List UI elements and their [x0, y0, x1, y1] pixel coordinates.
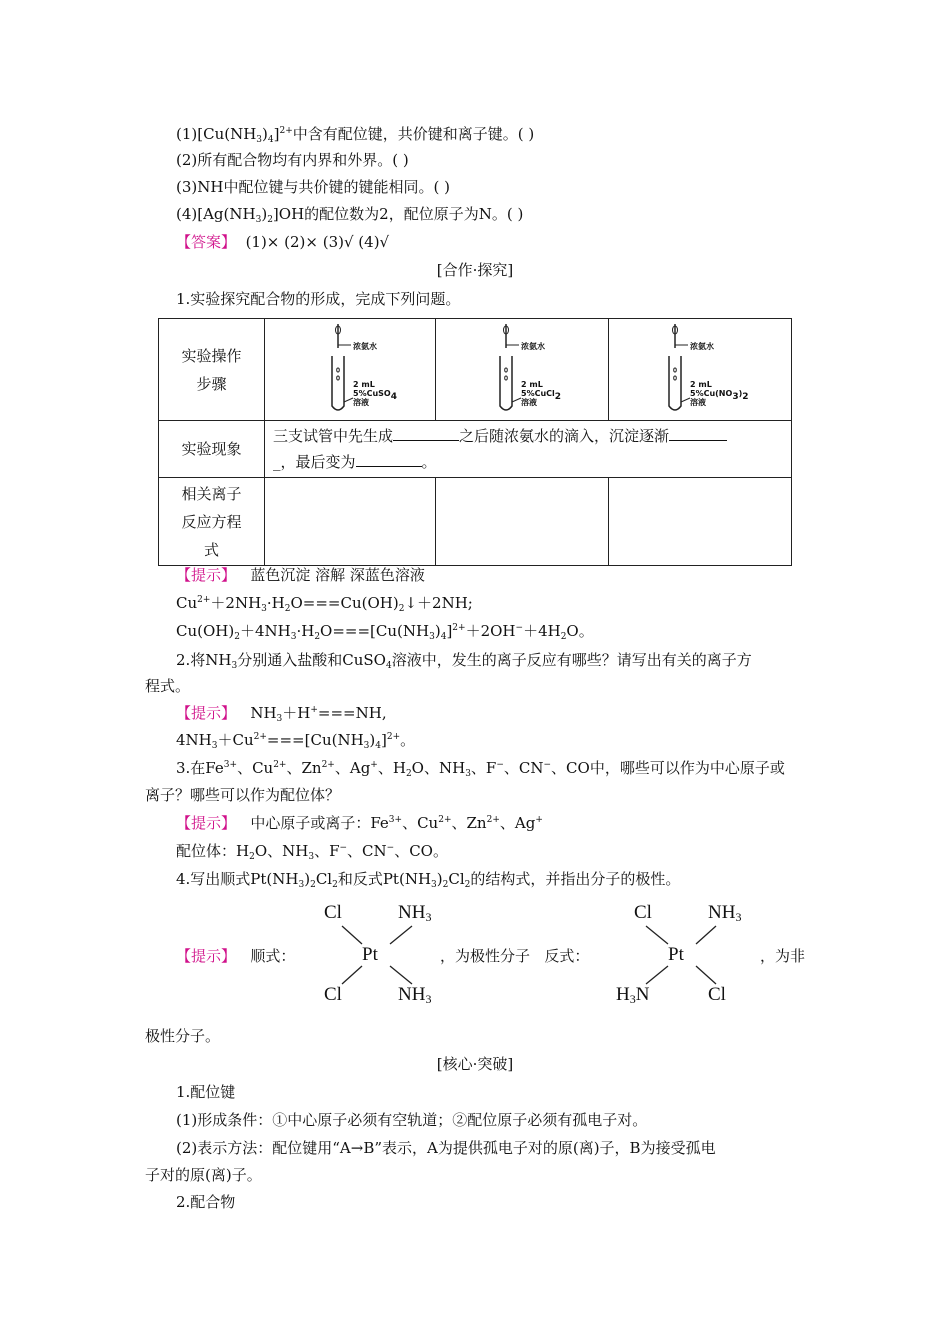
question-2-line-2: 程式。 [145, 677, 191, 695]
answer-line: 【答案】 (1)× (2)× (3)√ (4)√ [176, 233, 390, 251]
cis-structure: Cl $NH_3$ Pt Cl $NH_3$ [320, 900, 440, 1010]
question-2-line-1: 2.将$NH_3$分别通入盐酸和CuSO$_4$溶液中，发生的离子反应有哪些？请写出有关的离子方 [176, 651, 752, 671]
hint-2-line-1: 【提示】 $NH_3+H^+===NH$, [176, 704, 387, 724]
question-3-line-2: 离子？哪些可以作为配位体？ [145, 786, 341, 804]
trans-structure: Cl $NH_3$ Pt $H_3N$ Cl [616, 900, 756, 1010]
equation-2: $Cu(OH)_2+4NH_3\cdot H_2O===[Cu(NH_3)_4]^{2+}+2OH^-+4H_2O$。 [176, 622, 594, 642]
test-tube-cuno3: 浓氨水 2 mL $5\%Cu(NO_3)_2$ 溶液 [609, 320, 791, 420]
core-heading-2: 2.配合物 [176, 1193, 236, 1211]
question-1-title: 1.实验探究配合物的形成，完成下列问题。 [176, 290, 461, 308]
answer-tag: 【答案】 [176, 233, 237, 251]
test-tube-icon [265, 320, 435, 420]
hint-tag: 【提示】 [176, 566, 237, 584]
hint-tag: 【提示】 [176, 814, 237, 832]
core-line-1: (1)形成条件：①中心原子必须有空轨道；②配位原子必须有孤电子对。 [176, 1111, 648, 1129]
phenomenon-cell: 三支试管中先生成 之后随浓氨水的滴入，沉淀逐渐 _，最后变为 。 [265, 421, 792, 478]
question-3-line-1: 3.在$Fe^{3+}$、$Cu^{2+}$、$Zn^{2+}$、Ag+、$H_2O$、$NH_3$、F−、CN−、CO中，哪些可以作为中心原子或 [176, 759, 785, 779]
judge-item-2: (2)所有配合物均有内界和外界。( ) [176, 151, 409, 169]
judge-item-4: $(4)[Ag(NH_3)_2]OH$的配位数为2，配位原子为N。( ) [176, 205, 524, 225]
test-tube-cucl2: 浓氨水 2 mL 5%CuCl$_2$ 溶液 [436, 320, 608, 420]
section-heading-cooperation: [合作·探究] [436, 261, 514, 279]
section-heading-core: [核心·突破] [436, 1055, 514, 1073]
row-header-equation: 相关离子 反应方程 式 [159, 478, 265, 566]
experiment-table [158, 318, 792, 566]
hint-4-tail: 极性分子。 [145, 1027, 221, 1045]
cis-note: ，为极性分子 反式： [440, 947, 590, 965]
trans-note: ，为非 [760, 947, 806, 965]
judge-item-3: (3)NH中配位键与共价键的键能相同。( ) [176, 178, 450, 196]
question-4: 4.写出顺式$Pt(NH_3)_2Cl_2$和反式$Pt(NH_3)_2Cl_2$的结构式，并指出分子的极性。 [176, 870, 681, 890]
core-line-3: 子对的原(离)子。 [145, 1166, 262, 1184]
test-tube-cuso4: 浓氨水 2 mL 5%CuSO$_4$ 溶液 [265, 320, 435, 420]
core-heading-1: 1.配位键 [176, 1083, 236, 1101]
equation-cell-1 [265, 478, 436, 566]
hint-2-line-2: $4NH_3+Cu^{2+}===[Cu(NH_3)_4]^{2+}$。 [176, 731, 416, 751]
equation-cell-3 [609, 478, 792, 566]
hint-tag: 【提示】 [176, 947, 237, 965]
row-header-operation: 实验操作 步骤 [159, 319, 265, 421]
hint-3-line-2: 配位体：$H_2O$、$NH_3$、F−、CN−、CO。 [176, 842, 448, 862]
hint-tag: 【提示】 [176, 704, 237, 722]
hint-1: 【提示】 蓝色沉淀 溶解 深蓝色溶液 [176, 566, 425, 584]
core-line-2: (2)表示方法：配位键用“A→B”表示，A为提供孤电子对的原(离)子，B为接受孤电 [176, 1139, 716, 1157]
row-header-phenomenon: 实验现象 [159, 421, 265, 478]
equation-1: $Cu^{2+}+2NH_3\cdot H_2O===Cu(OH)_2↓+2NH$; [176, 594, 473, 614]
hint-3-line-1: 【提示】 中心原子或离子：$Fe^{3+}$、$Cu^{2+}$、$Zn^{2+}$、Ag+ [176, 814, 543, 832]
hint-4-line: 【提示】 顺式： [176, 947, 296, 965]
judge-item-1: $(1)[Cu(NH_3)_4]^{2+}$中含有配位键，共价键和离子键。( ) [176, 125, 535, 145]
equation-cell-2 [436, 478, 609, 566]
